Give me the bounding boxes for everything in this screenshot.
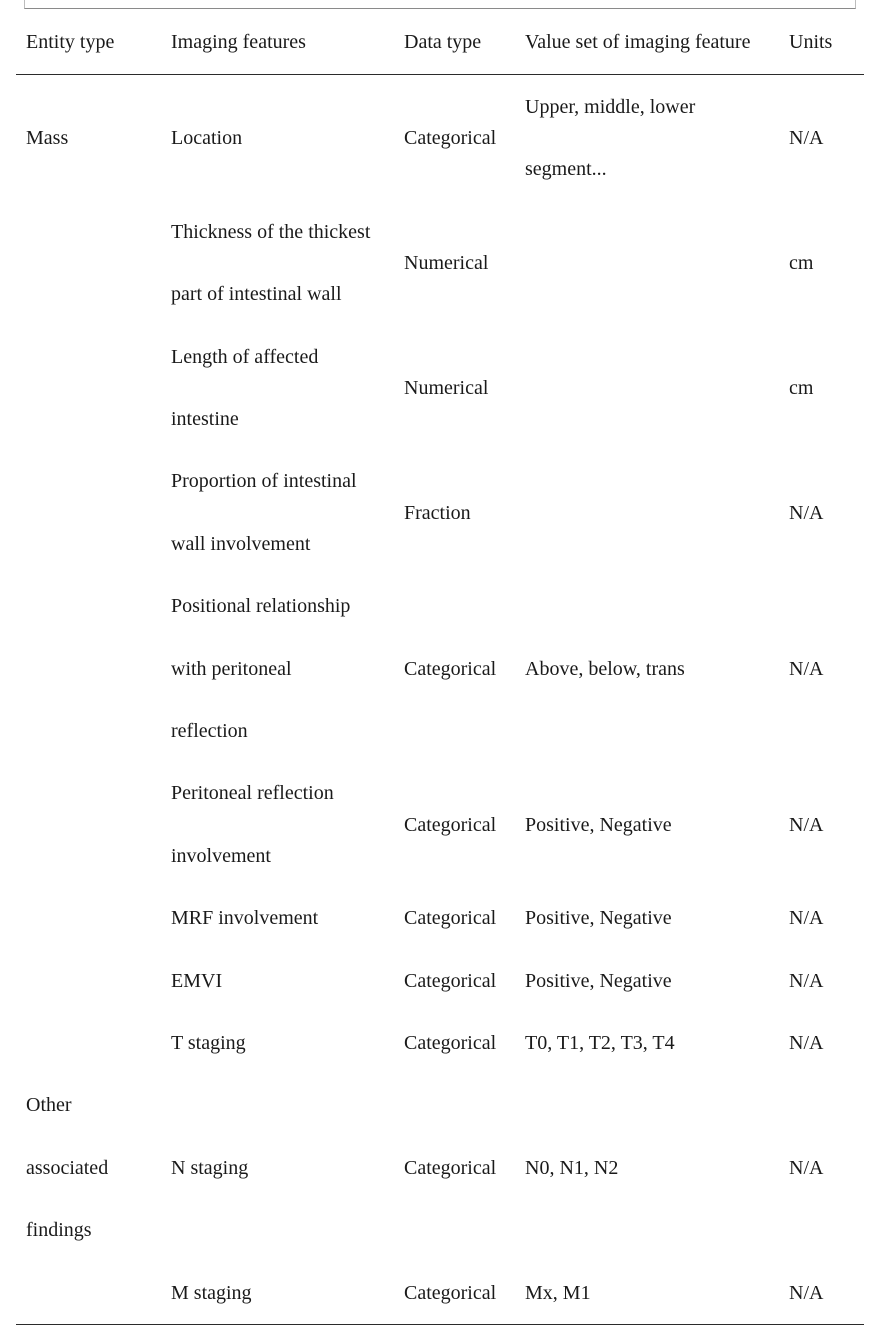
- data-type-cell: Categorical: [404, 1157, 497, 1179]
- units-cell: N/A: [789, 970, 824, 992]
- data-type-cell: Categorical: [404, 1282, 497, 1304]
- value-set-cell-line2: segment...: [525, 158, 607, 180]
- feature-cell: M staging: [171, 1282, 252, 1304]
- feature-cell-line2: with peritoneal: [171, 658, 292, 680]
- feature-cell: N staging: [171, 1157, 249, 1179]
- header-value-set: Value set of imaging feature: [525, 31, 751, 53]
- units-cell: N/A: [789, 1032, 824, 1054]
- value-set-cell: T0, T1, T2, T3, T4: [525, 1032, 675, 1054]
- header-rule: [16, 74, 864, 75]
- feature-cell-line3: reflection: [171, 720, 248, 742]
- data-type-cell: Categorical: [404, 127, 497, 149]
- header-imaging-features: Imaging features: [171, 31, 306, 53]
- feature-cell: Positional relationship: [171, 595, 351, 617]
- feature-cell: Length of affected: [171, 346, 319, 368]
- header-units: Units: [789, 31, 833, 53]
- data-type-cell: Numerical: [404, 377, 489, 399]
- units-cell: N/A: [789, 658, 824, 680]
- bottom-rule: [16, 1324, 864, 1325]
- data-type-cell: Categorical: [404, 658, 497, 680]
- units-cell: N/A: [789, 907, 824, 929]
- value-set-cell: Positive, Negative: [525, 970, 672, 992]
- feature-cell: Proportion of intestinal: [171, 470, 357, 492]
- value-set-cell: Upper, middle, lower: [525, 96, 696, 118]
- units-cell: N/A: [789, 502, 824, 524]
- value-set-cell: Mx, M1: [525, 1282, 591, 1304]
- feature-cell-line2: involvement: [171, 845, 271, 867]
- units-cell: cm: [789, 377, 814, 399]
- entity-cell: Mass: [26, 127, 69, 149]
- value-set-cell: N0, N1, N2: [525, 1157, 619, 1179]
- data-type-cell: Fraction: [404, 502, 471, 524]
- entity-cell: Other: [26, 1094, 72, 1116]
- value-set-cell: Positive, Negative: [525, 907, 672, 929]
- feature-cell: Location: [171, 127, 243, 149]
- feature-cell: T staging: [171, 1032, 246, 1054]
- units-cell: N/A: [789, 814, 824, 836]
- window-top-frame: [24, 0, 856, 9]
- header-entity-type: Entity type: [26, 31, 115, 53]
- feature-cell-line2: wall involvement: [171, 533, 311, 555]
- data-type-cell: Categorical: [404, 970, 497, 992]
- feature-cell-line2: part of intestinal wall: [171, 283, 342, 305]
- data-type-cell: Categorical: [404, 814, 497, 836]
- units-cell: N/A: [789, 1282, 824, 1304]
- feature-cell: MRF involvement: [171, 907, 319, 929]
- feature-cell: Peritoneal reflection: [171, 782, 334, 804]
- entity-cell-line3: findings: [26, 1219, 92, 1241]
- data-type-cell: Categorical: [404, 1032, 497, 1054]
- data-type-cell: Numerical: [404, 252, 489, 274]
- data-type-cell: Categorical: [404, 907, 497, 929]
- units-cell: N/A: [789, 127, 824, 149]
- value-set-cell: Above, below, trans: [525, 658, 685, 680]
- entity-cell-line2: associated: [26, 1157, 109, 1179]
- header-data-type: Data type: [404, 31, 482, 53]
- feature-cell: Thickness of the thickest: [171, 221, 371, 243]
- feature-cell-line2: intestine: [171, 408, 239, 430]
- units-cell: N/A: [789, 1157, 824, 1179]
- value-set-cell: Positive, Negative: [525, 814, 672, 836]
- units-cell: cm: [789, 252, 814, 274]
- feature-cell: EMVI: [171, 970, 223, 992]
